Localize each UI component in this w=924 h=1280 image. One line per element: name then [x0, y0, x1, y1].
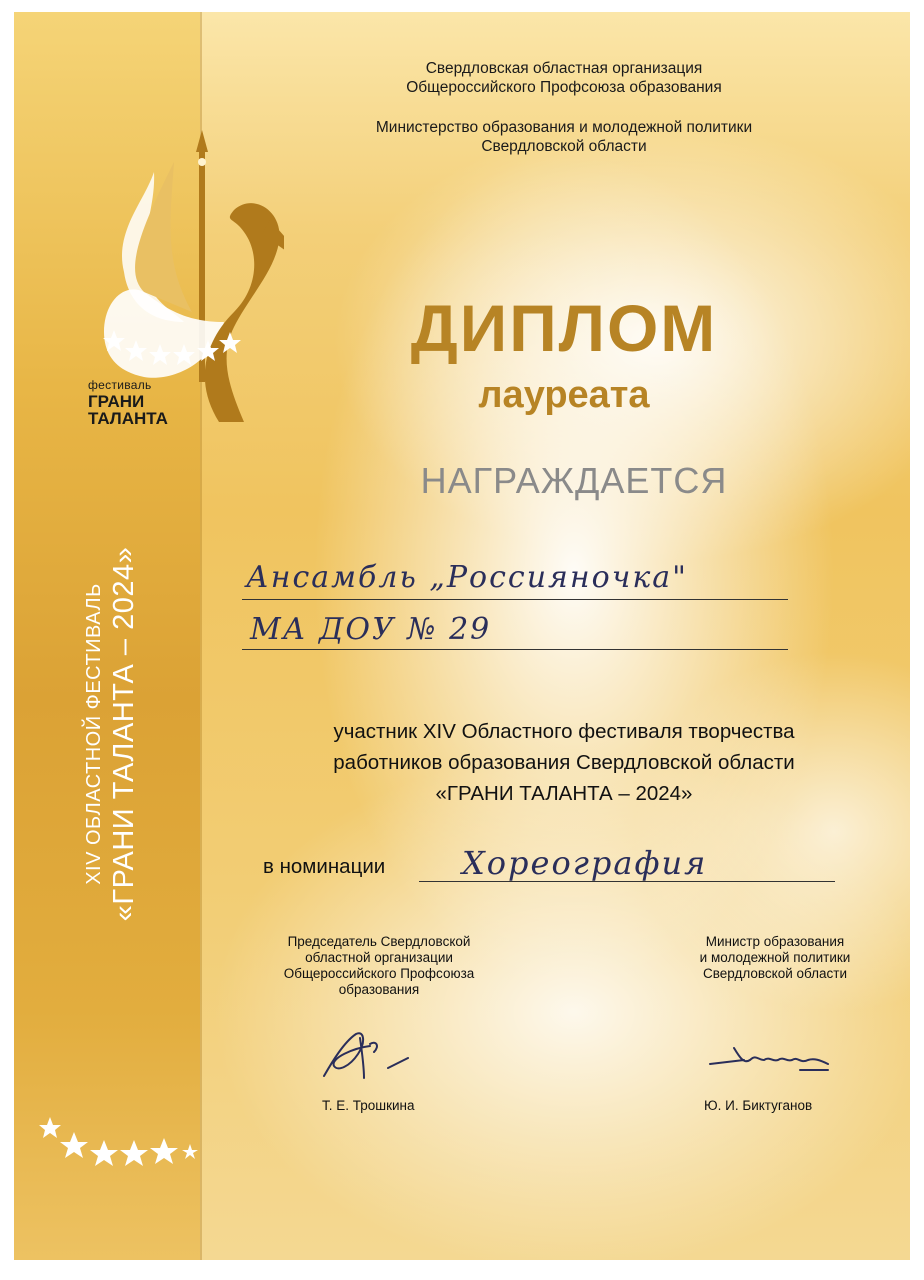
right-signatory-name: Ю. И. Биктуганов — [704, 1098, 813, 1113]
right-signatory-title — [660, 934, 890, 982]
vertical-line2: «ГРАНИ ТАЛАНТА – 2024» — [108, 546, 140, 922]
participant-text — [254, 716, 874, 809]
ministry-line1: Министерство образования и молодежной политики — [375, 119, 753, 136]
participant-line2: работников образования Свердловской области — [333, 751, 795, 774]
ministry-line2: Свердловской области — [481, 138, 647, 155]
participant-line3: «ГРАНИ ТАЛАНТА – 2024» — [435, 782, 693, 805]
left-signatory-name: Т. Е. Трошкина — [322, 1098, 415, 1113]
recipient-line2: МА ДОУ № 29 — [250, 612, 492, 647]
nomination-value: Хореография — [462, 844, 708, 882]
vertical-line1: XIV ОБЛАСТНОЙ ФЕСТИВАЛЬ — [83, 583, 105, 885]
ministry-header — [264, 118, 864, 156]
logo-caption-line1: ГРАНИ — [88, 392, 145, 411]
left-title-line3: Общероссийского Профсоюза — [283, 966, 475, 981]
awarded-heading: НАГРАЖДАЕТСЯ — [420, 460, 728, 501]
vertical-text-block — [83, 547, 141, 921]
logo-caption-small: фестиваль — [88, 378, 152, 392]
right-title-line2: и молодежной политики — [699, 950, 851, 965]
logo-caption-line2: ТАЛАНТА — [88, 409, 168, 428]
left-title-line4: образования — [338, 982, 420, 997]
recipient-underline1 — [242, 599, 788, 600]
right-title-line1: Министр образования — [705, 934, 845, 949]
signature-left-icon — [314, 1022, 424, 1086]
right-title-line3: Свердловской области — [702, 966, 847, 981]
participant-line1: участник XIV Областного фестиваля творчества — [333, 720, 795, 743]
diploma-subtitle: лауреата — [478, 374, 650, 416]
union-org-line2: Общероссийского Профсоюза образования — [406, 79, 722, 96]
recipient-line1: Ансамбль „Россияночка" — [246, 560, 688, 595]
recipient-underline2 — [242, 649, 788, 650]
left-title-line2: областной организации — [305, 950, 453, 965]
union-org-header — [264, 59, 864, 97]
diploma-title: ДИПЛОМ — [410, 291, 718, 365]
left-signatory-title — [254, 934, 504, 998]
nomination-underline — [419, 881, 835, 882]
nomination-label: в номинации — [263, 855, 386, 878]
signature-right-icon — [704, 1030, 844, 1080]
union-org-line1: Свердловская областная организация — [425, 60, 703, 77]
diploma-sheet — [14, 12, 910, 1260]
left-title-line1: Председатель Свердловской — [287, 934, 471, 949]
stars-icon — [38, 1112, 198, 1182]
